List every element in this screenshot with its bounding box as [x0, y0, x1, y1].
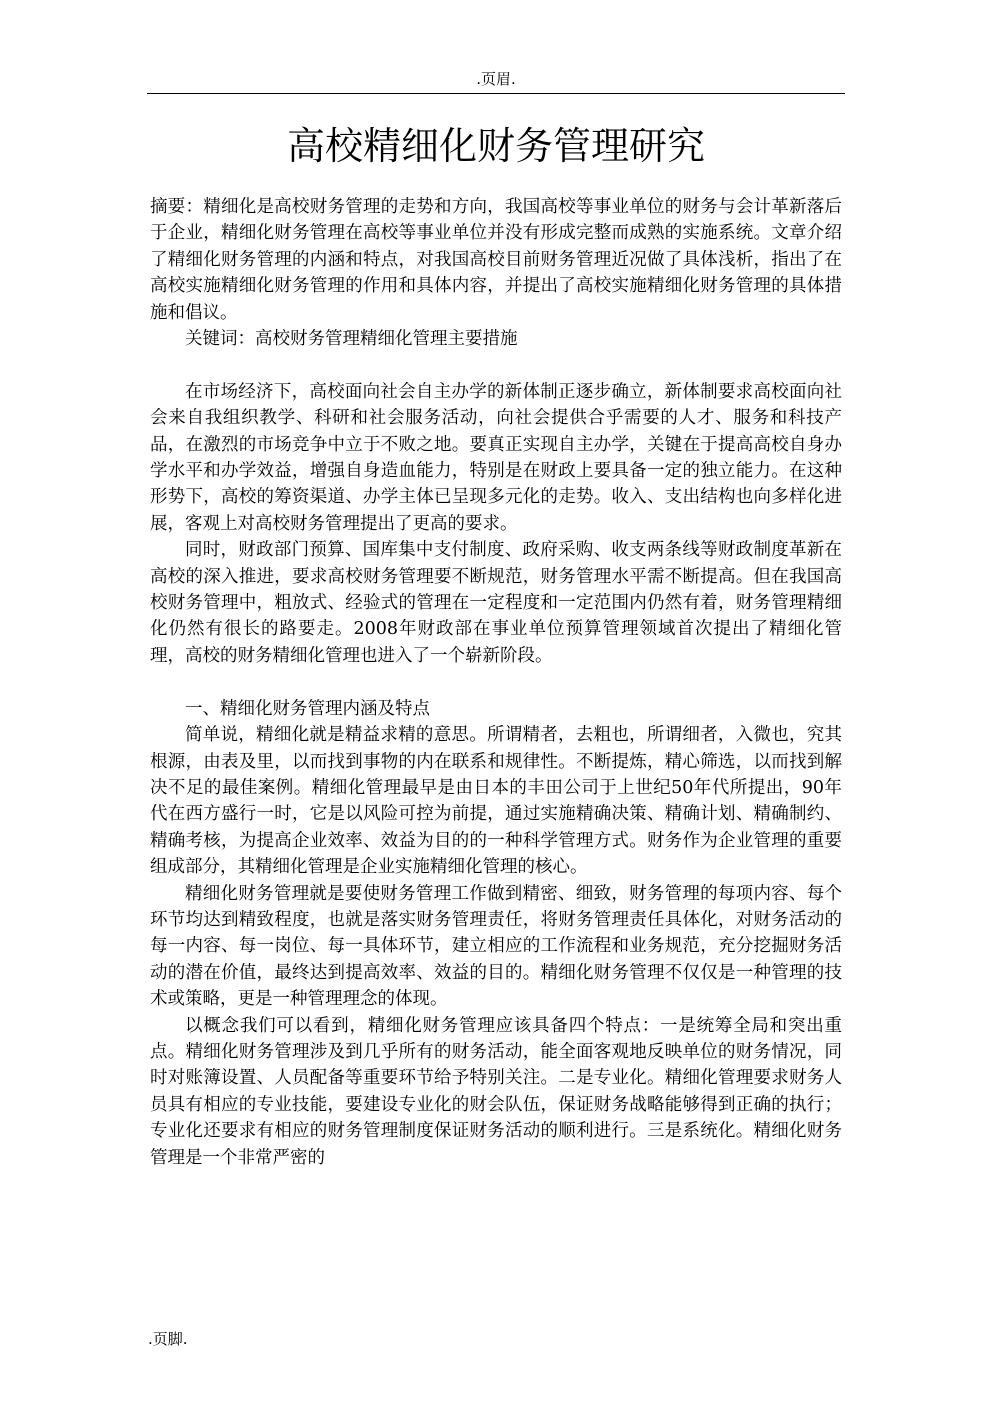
- section1-paragraph-1: 简单说，精细化就是精益求精的意思。所谓精者，去粗也，所谓细者，入微也，究其根源，由表及里，以而找到事物的内在联系和规律性。不断提炼，精心筛选，以而找到解决不足的最佳案例。精细化管理最早是由日本的丰田公司于上世纪50年代所提出，90年代在西方盛行一时，它是以风险可控为前提，通过实施精确决策、精确计划、精确制约、精确考核，为提高企业效率、效益为目的的一种科学管理方式。财务作为企业管理的重要组成部分，其精细化管理是企业实施精细化管理的核心。: [150, 725, 842, 878]
- section-heading-1: 一、精细化财务管理内涵及特点: [185, 698, 430, 719]
- page-header: .页眉.: [476, 70, 516, 88]
- intro-paragraph-1: 在市场经济下，高校面向社会自主办学的新体制正逐步确立，新体制要求高校面向社会来自我组织教学、科研和社会服务活动，向社会提供合乎需要的人才、服务和科技产品，在激烈的市场竞争中立于不败之地。要真正实现自主办学，关键在于提高高校自身办学水平和办学效益，增强自身造血能力，特别是在财政上要具备一定的独立能力。在这种形势下，高校的筹资渠道、办学主体已呈现多元化的走势。收入、支出结构也向多样化进展，客观上对高校财务管理提出了更高的要求。: [150, 381, 842, 534]
- page-footer: .页脚.: [148, 1330, 188, 1348]
- header-divider: [147, 93, 845, 94]
- keywords-line: 关键词：高校财务管理精细化管理主要措施: [185, 329, 518, 350]
- intro-paragraph-2: 同时，财政部门预算、国库集中支付制度、政府采购、收支两条线等财政制度革新在高校的深入推进，要求高校财务管理要不断规范，财务管理水平需不断提高。但在我国高校财务管理中，粗放式、经验式的管理在一定程度和一定范围内仍然有着，财务管理精细化仍然有很长的路要走。2008年财政部在事业单位预算管理领域首次提出了精细化管理，高校的财务精细化管理也进入了一个崭新阶段。: [150, 540, 842, 666]
- abstract-paragraph: 摘要：精细化是高校财务管理的走势和方向，我国高校等事业单位的财务与会计革新落后于企业，精细化财务管理在高校等事业单位并没有形成完整而成熟的实施系统。文章介绍了精细化财务管理的内涵和特点，对我国高校目前财务管理近况做了具体浅析，指出了在高校实施精细化财务管理的作用和具体内容，并提出了高校实施精细化财务管理的具体措施和倡议。: [150, 197, 842, 323]
- paragraph-gap: [150, 669, 842, 695]
- section1-paragraph-3: 以概念我们可以看到，精细化财务管理应该具备四个特点：一是统筹全局和突出重点。精细化财务管理涉及到几乎所有的财务活动，能全面客观地反映单位的财务情况，同时对账簿设置、人员配备等重要环节给予特别关注。二是专业化。精细化管理要求财务人员具有相应的专业技能，要建设专业化的财会队伍，保证财务战略能够得到正确的执行；专业化还要求有相应的财务管理制度保证财务活动的顺利进行。三是系统化。精细化财务管理是一个非常严密的: [150, 1015, 842, 1168]
- document-body: [150, 194, 842, 1171]
- document-title: 高校精细化财务管理研究: [286, 124, 705, 168]
- section1-paragraph-2: 精细化财务管理就是要使财务管理工作做到精密、细致，财务管理的每项内容、每个环节均达到精致程度，也就是落实财务管理责任，将财务管理责任具体化，对财务活动的每一内容、每一岗位、每一具体环节，建立相应的工作流程和业务规范，充分挖掘财务活动的潜在价值，最终达到提高效率、效益的目的。精细化财务管理不仅仅是一种管理的技术或策略，更是一种管理理念的体现。: [150, 883, 842, 1010]
- paragraph-gap: [150, 352, 842, 378]
